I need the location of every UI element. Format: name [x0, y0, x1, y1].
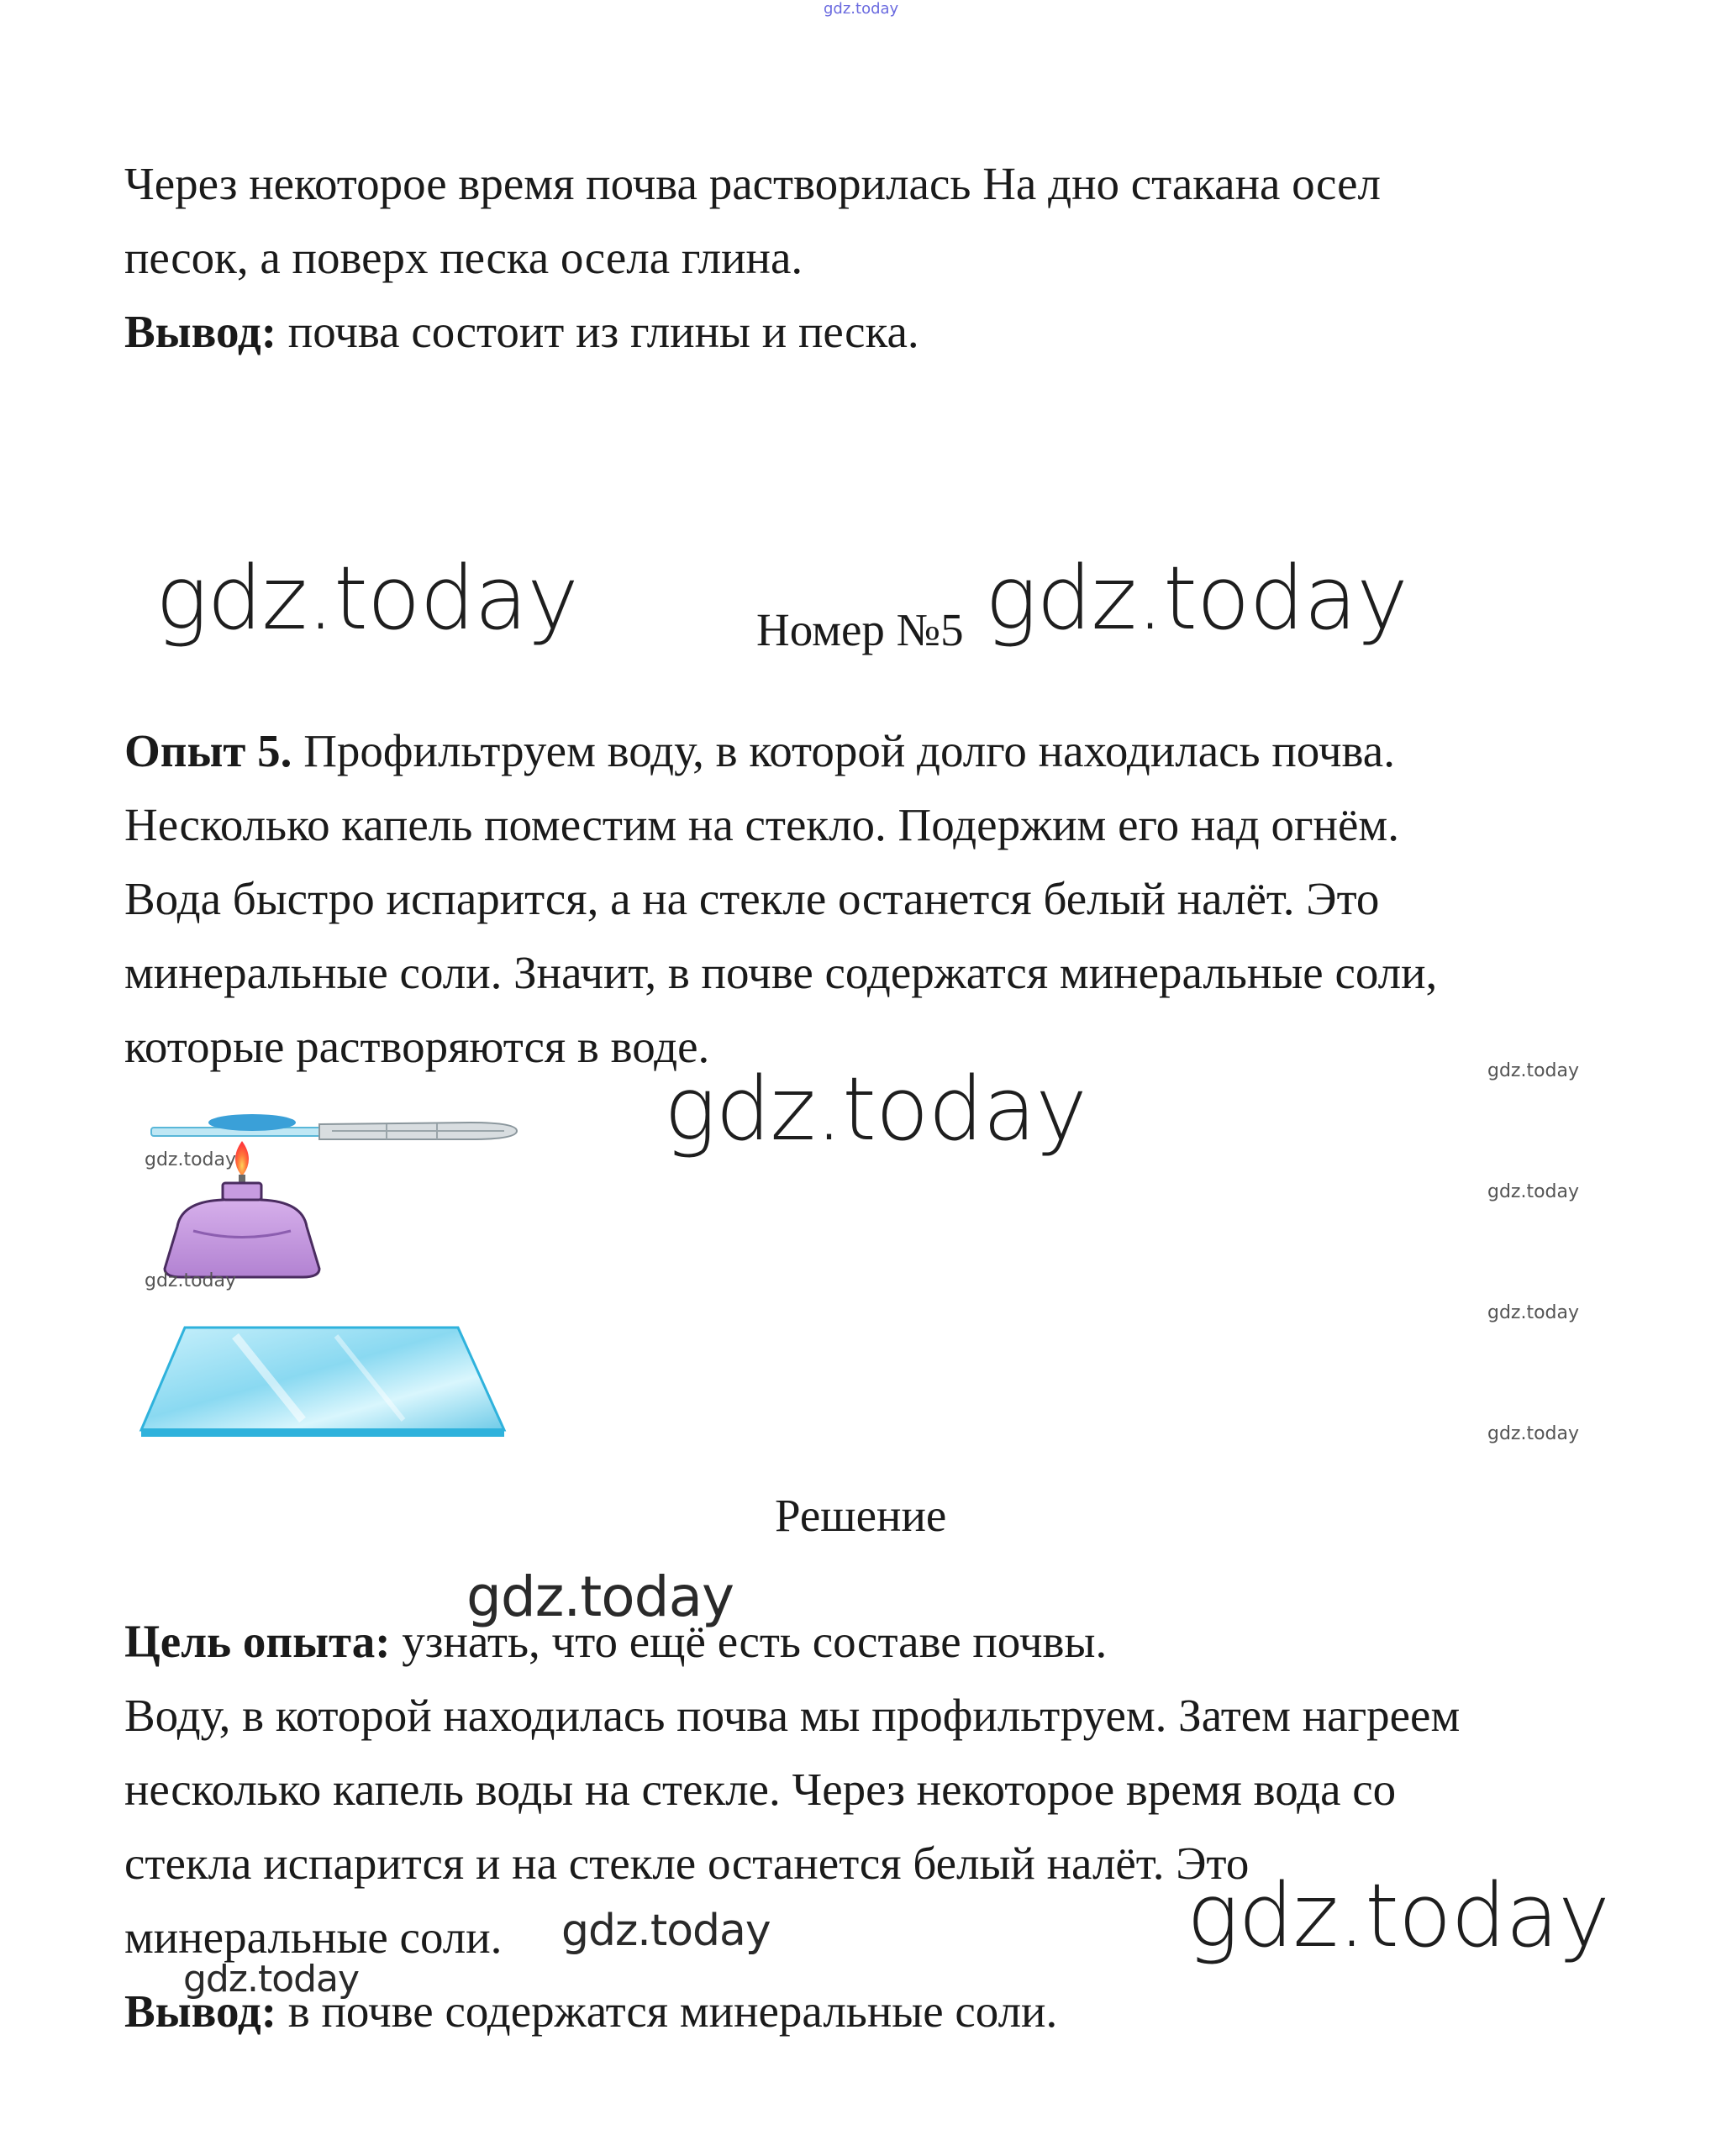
solution-heading: Решение — [775, 1490, 947, 1541]
watermark-large-right: gdz.today — [985, 547, 1408, 649]
glass-plate-icon — [141, 1328, 504, 1437]
watermark-large-middle: gdz.today — [664, 1058, 1087, 1160]
experiment-line-5: которые растворяются в воде. — [124, 1021, 710, 1072]
experiment-line-1-text: Профильтруем воду, в которой долго находилась почва. — [292, 725, 1395, 776]
tweezers-icon — [151, 1123, 517, 1139]
solution-line-1: Воду, в которой находилась почва мы профильтруем. Затем нагреем — [124, 1690, 1461, 1741]
intro-line-2: песок, а поверх песка осела глина. — [124, 232, 803, 283]
watermark-small-illustration-1: gdz.today — [145, 1149, 237, 1170]
water-drop-icon — [208, 1114, 296, 1131]
watermark-medium-lower-left: gdz.today — [561, 1906, 771, 1956]
experiment-line-4: минеральные соли. Значит, в почве содержатся минеральные соли, — [124, 947, 1438, 998]
intro-conclusion — [124, 295, 1620, 369]
experiment-illustration — [134, 1075, 538, 1437]
burner-icon — [165, 1183, 319, 1277]
watermark-top: gdz.today — [824, 0, 899, 18]
intro-conclusion-label: Вывод: — [124, 306, 277, 357]
experiment-line-3: Вода быстро испарится, а на стекле останется белый налёт. Это — [124, 873, 1380, 924]
intro-line-1: Через некоторое время почва растворилась На дно стакана осел — [124, 158, 1381, 209]
watermark-medium-goal: gdz.today — [466, 1564, 734, 1629]
intro-conclusion-text: почва состоит из глины и песка. — [276, 306, 919, 357]
solution-goal — [124, 1605, 1620, 1679]
experiment-paragraph — [124, 714, 1620, 1084]
solution-line-2: несколько капель воды на стекле. Через некоторое время вода со — [124, 1764, 1397, 1815]
solution-goal-text: узнать, что ещё есть составе почвы. — [390, 1616, 1108, 1667]
watermark-small-right-2: gdz.today — [1487, 1181, 1580, 1202]
solution-line-4: минеральные соли. — [124, 1911, 503, 1963]
watermark-small-right-1: gdz.today — [1487, 1060, 1580, 1081]
experiment-line-1 — [124, 714, 1620, 788]
flame-icon — [235, 1141, 249, 1176]
experiment-line-2: Несколько капель поместим на стекло. Подержим его над огнём. — [124, 799, 1399, 850]
watermark-large-lower-right: gdz.today — [1187, 1864, 1609, 1967]
solution-line-3: стекла испарится и на стекле останется белый налёт. Это — [124, 1838, 1250, 1889]
watermark-small-illustration-2: gdz.today — [145, 1270, 237, 1291]
watermark-medium-conclusion: gdz.today — [183, 1958, 360, 2001]
experiment-label: Опыт 5. — [124, 725, 292, 776]
solution-conclusion-label: Вывод: — [124, 1985, 277, 2037]
watermark-large-left: gdz.today — [155, 547, 578, 649]
watermark-small-right-4: gdz.today — [1487, 1423, 1580, 1444]
task-number: Номер №5 — [756, 604, 964, 655]
watermark-small-right-3: gdz.today — [1487, 1302, 1580, 1323]
intro-paragraph — [124, 147, 1620, 369]
solution-goal-label: Цель опыта: — [124, 1616, 391, 1667]
solution-conclusion-text: в почве содержатся минеральные соли. — [276, 1985, 1058, 2037]
